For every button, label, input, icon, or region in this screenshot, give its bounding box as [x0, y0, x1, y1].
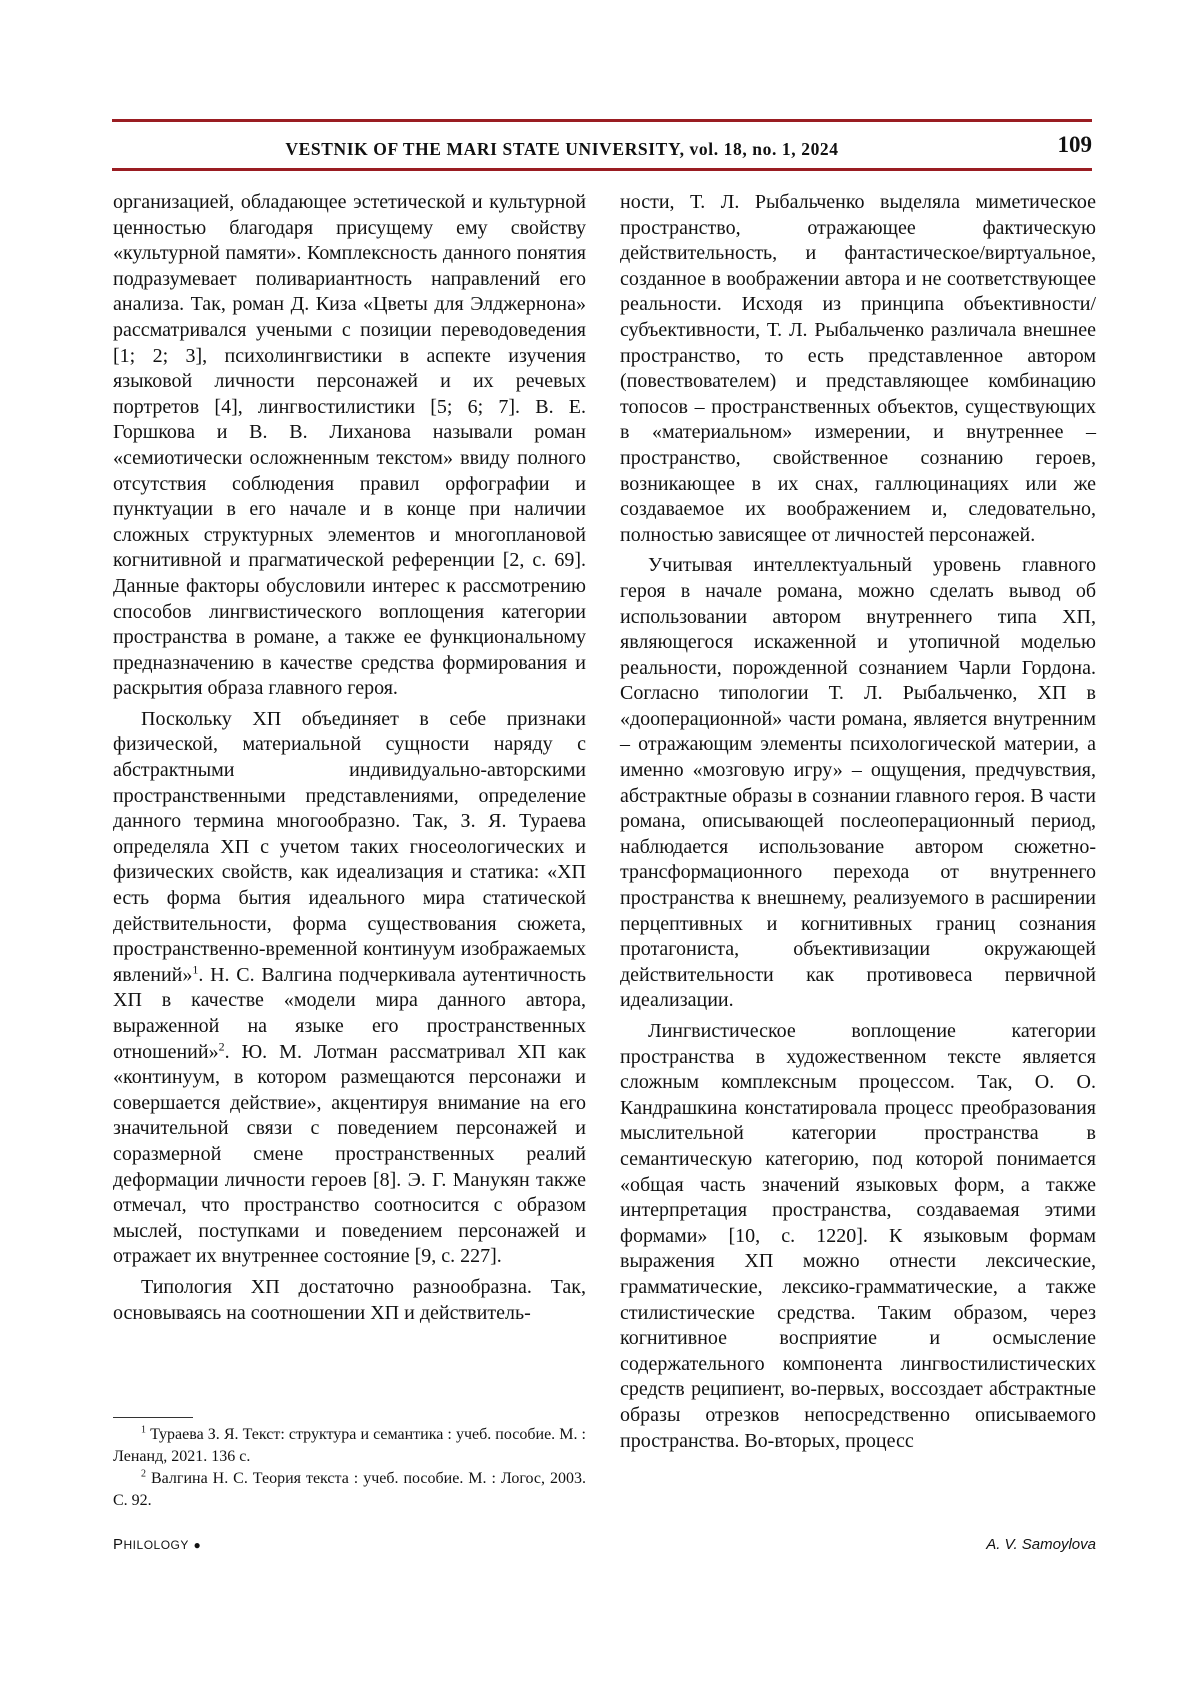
paragraph: Учитывая интеллектуальный уровень главного героя в начале романа, можно сделать вывод об использовании автором внутреннего типа ХП, являющегося искаженной и утопичной моделью реальности, порожденной сознанием Чарли Гордона. Согласно типологии Т. Л. Рыбальченко, ХП в «дооперационной» части романа, является внутренним – отражающим элементы психологической материи, а именно «мозговую игру» – ощущения, предчувствия, абстрактные образы в сознании главного героя. В части романа, описывающей послеоперационный период, наблюдается использование автором сюжетно-трансформационного перехода от внутреннего пространства к внешнему, реализуемого в расширении перцептивных и когнитивных границ сознания протагониста, объективизации окружающей действительности как противовеса первичной идеализации. — [620, 554, 1096, 1012]
footnote-text: Тураева З. Я. Текст: структура и семантика : учеб. пособие. М. : Ленанд, 2021. 136 с. — [113, 1426, 586, 1465]
paragraph: Лингвистическое воплощение категории пространства в художественном тексте является сложным комплексным процессом. Так, О. О. Кандрашкина констатировала процесс преобразования мыслительной категории пространства в семантическую категорию, под которой понимается «общая часть значений языковых форм, а также интерпретация пространства, создаваемая этими формами» [10, с. 1220]. К языковым формам выражения ХП можно отнести лексические, грамматические, лексико-грамматические, а также стилистические средства. Таким образом, через когнитивное восприятие и осмысление содержательного компонента лингвостилистических средств реципиент, во-первых, воссоздает абстрактные образы отрезков непосредственно описываемого пространства. Во-вторых, процесс — [620, 1020, 1096, 1452]
paragraph: ности, Т. Л. Рыбальченко выделяла миметическое пространство, отражающее фактическую действительность, и фантастическое/виртуальное, созданное в воображении автора и не соответствующее реальности. Исходя из принципа объективности/субъективности, Т. Л. Рыбальченко различала внешнее пространство, то есть представленное автором (повествователем) и представляющее комбинацию топосов – пространственных объектов, существующих в «материальном» измерении, и внутреннее – пространство, свойственное сознанию героев, возникающее в их снах, галлюцинациях или же создаваемое их воображением и, следовательно, полностью зависящее от личностей персонажей. — [620, 191, 1096, 546]
paragraph — [113, 707, 586, 1270]
footnotes — [113, 1424, 586, 1512]
section-initial: P — [113, 1536, 124, 1553]
footer-author: A. V. Samoylova — [986, 1536, 1096, 1553]
footnote — [113, 1468, 586, 1512]
text-run: . Ю. М. Лотман рассматривал ХП как «континуум, в котором размещаются персонажи и совершается действие», акцентируя внимание на его значительной связи с поведением персонажей и соразмерной смене пространственных реалий деформации личности героев [8]. Э. Г. Манукян также отмечал, что пространство соотносится с образом мыслей, поступками и поведением персонажей и отражает их внутреннее состояние [9, с. 227]. — [113, 1040, 586, 1268]
footer-section — [113, 1536, 201, 1553]
footnote-mark: 1 — [141, 1424, 146, 1436]
footnote-rule — [113, 1417, 193, 1418]
header-rule-bottom — [112, 168, 1092, 171]
footnote-ref: 2 — [218, 1038, 225, 1053]
footnote — [113, 1424, 586, 1468]
paragraph: организацией, обладающее эстетической и культурной ценностью благодаря присущему ему свойству «культурной памяти». Комплексность данного понятия подразумевает поливариантность направлений его анализа. Так, роман Д. Киза «Цветы для Элджернона» рассматривался учеными с позиции переводоведения [1; 2; 3], психолингвистики в аспекте изучения языковой личности персонажей и их речевых портретов [4], лингвостилистики [5; 6; 7]. В. Е. Горшкова и В. В. Лиханова называли роман «семиотически осложненным текстом» ввиду полного отсутствия соблюдения правил орфографии и пунктуации в его начале и в конце при наличии сложных структурных элементов и многоплановой когнитивной и прагматической референции [2, с. 69]. Данные факторы обусловили интерес к рассмотрению способов лингвистического воплощения категории пространства в романе, а также ее функциональному предназначению в качестве средства формирования и раскрытия образа главного героя. — [113, 191, 586, 700]
journal-title: VESTNIK OF THE MARI STATE UNIVERSITY, vol. 18, no. 1, 2024 — [285, 139, 839, 159]
text-run: . Н. С. Валгина подчеркивала аутентичность ХП в качестве «модели мира данного автора, выраженной на языке его пространственных отношений» — [113, 963, 586, 1063]
paragraph: Типология ХП достаточно разнообразна. Так, основываясь на соотношении ХП и действитель- — [113, 1275, 586, 1324]
page-number: 109 — [1057, 132, 1092, 157]
bullet-icon: ● — [193, 1538, 202, 1552]
footnote-text: Валгина Н. С. Теория текста : учеб. пособие. М. : Логос, 2003. С. 92. — [113, 1470, 587, 1509]
header-rule-top — [112, 119, 1092, 122]
section-rest: HILOLOGY — [123, 1538, 189, 1552]
footnote-mark: 2 — [141, 1468, 146, 1480]
left-column — [113, 190, 586, 1326]
right-column — [620, 190, 1096, 1454]
footnote-ref: 1 — [192, 962, 199, 977]
text-run: Поскольку ХП объединяет в себе признаки физической, материальной сущности наряду с абстрактными индивидуально-авторскими пространственными представлениями, определение данного термина многообразно. Так, З. Я. Тураева определяла ХП с учетом таких гносеологических и физических свойств, как идеализация и статика: «ХП есть форма бытия идеального мира статической действительности, форма существования сюжета, пространственно-временной континуум изображаемых явлений» — [113, 707, 586, 986]
